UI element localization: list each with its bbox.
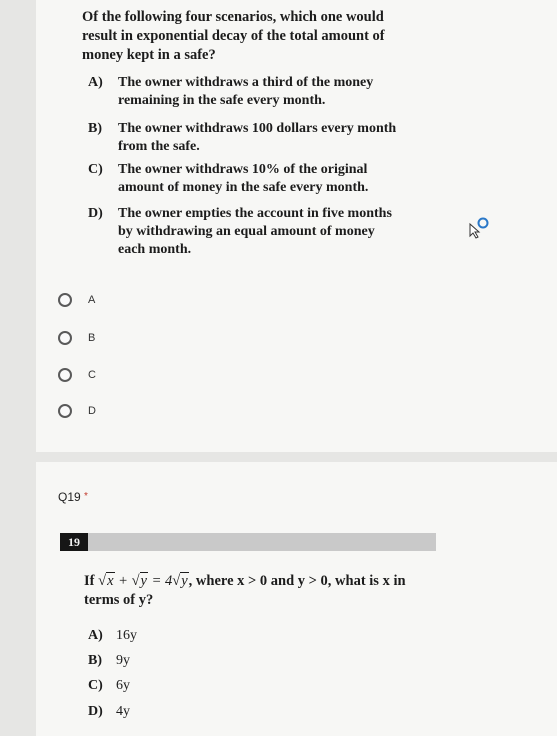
radio-button[interactable]	[58, 368, 72, 382]
option-b-text: B) The owner withdraws 100 dollars every month from the safe.	[88, 121, 397, 154]
equation: √x + √y = 4√y	[98, 573, 188, 589]
option-d: D) 4y	[88, 704, 130, 719]
question-number-badge: 19	[60, 533, 88, 551]
question-label: Q19 *	[58, 490, 88, 504]
radio-choice-d[interactable]: D	[58, 400, 96, 422]
required-marker: *	[84, 491, 88, 502]
option-a: A) 16y	[88, 628, 137, 643]
question-card-19	[36, 462, 557, 736]
option-a-text: A) The owner withdraws a third of the money remaining in the safe every month.	[88, 75, 374, 108]
mouse-pointer-icon	[468, 216, 490, 240]
radio-choice-c[interactable]: C	[58, 364, 96, 386]
option-b: B) 9y	[88, 653, 130, 668]
option-c: C) 6y	[88, 678, 130, 693]
option-c-text: C) The owner withdraws 10% of the original amount of money in the safe every month.	[88, 162, 369, 195]
question-text: If √x + √y = 4√y, where x > 0 and y > 0, what is x in terms of y?	[84, 573, 406, 608]
radio-button[interactable]	[58, 293, 72, 307]
question-text: Of the following four scenarios, which one would result in exponential decay of the total amount of money kept in a safe?	[82, 9, 385, 63]
question-card-18	[36, 0, 557, 452]
radio-button[interactable]	[58, 331, 72, 345]
radio-choice-b[interactable]: B	[58, 327, 95, 349]
question-banner	[60, 533, 436, 551]
radio-button[interactable]	[58, 404, 72, 418]
radio-choice-a[interactable]: A	[58, 289, 95, 311]
option-d-text: D) The owner empties the account in five months by withdrawing an equal amount of money each month.	[88, 206, 392, 257]
